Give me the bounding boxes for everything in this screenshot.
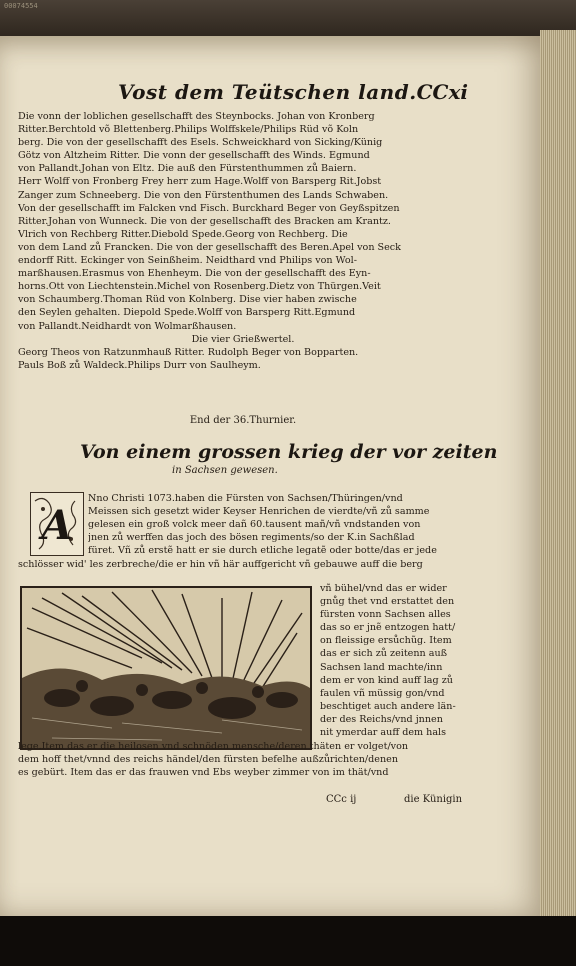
text-line: Sachsen land machte/inn [320,661,443,673]
text-line: schlösser wid' les zerbreche/die er hin vñ här auffgericht vñ gebauwe auff die berg [18,559,423,570]
text-line: horns.Ott von Liechtenstein.Michel von Rosenberg.Dietz von Thürgen.Veit [18,281,381,293]
decorated-initial [30,492,84,556]
griesswertel-heading: Die vier Grießwertel. [191,333,295,345]
text-line: vñ bühel/vnd das er wider [320,583,447,594]
chapter-title: Von einem grossen krieg der vor zeiten [80,441,498,463]
right-column-text [320,582,468,739]
text-line: gelesen ein groß volck meer dañ 60.tausent mañ/vñ vndstanden von [88,519,421,531]
chapter-opening-lines [88,492,468,557]
text-line: faulen vñ müssig gon/vnd [320,687,445,699]
text-line: Ritter.Johan von Wunneck. Die von der gesellschafft des Bracken am Krantz. [18,215,391,227]
text-line: Meissen sich gesetzt wider Keyser Henrichen de vierdte/vñ zů samme [88,506,430,518]
running-header [118,80,468,108]
signature-mark: CCc ij [326,794,357,805]
text-line: Nno Christi 1073.haben die Fürsten von Sachsen/Thüringen/vnd [88,493,403,504]
book-edge-bottom [0,916,576,966]
text-line: das so er jnẽ entzogen hatt/ [320,622,456,634]
text-line: Pauls Boß zů Waldeck.Philips Durr von Saulheym. [18,359,261,371]
text-line: von Pallandt.Johan von Eltz. Die auß den Fürstenthummen zů Baiern. [18,163,357,175]
text-line: von Schaumberg.Thoman Rüd von Kolnberg. Dise vier haben zwische [18,294,357,306]
page-stack-edge [540,30,576,920]
text-line: von dem Land zů Francken. Die von der gesellschafft des Beren.Apel von Seck [18,241,401,253]
decorated-initial-art [31,493,83,555]
text-line: lege.Item das er die heilosen vnd schnöden mensche/deren thäten er volget/von [18,741,409,752]
text-line: dem hoff thet/vnnd des reichs händel/den fürsten befelhe außzůrichten/denen [18,754,399,766]
text-line: den Seylen gehalten. Diepold Spede.Wolff von Barsperg Ritt.Egmund [18,307,356,319]
text-line: Von der gesellschafft im Falcken vnd Fisch. Burckhard Beger von Geyßspitzen [18,202,400,214]
scan-id: 00074554 [4,2,38,10]
woodcut-art [22,588,310,748]
text-line: Götz von Altzheim Ritter. Die vonn der gesellschafft des Winds. Egmund [18,150,370,162]
chapter-full-line [18,558,468,571]
text-line: Ritter.Berchtold võ Blettenberg.Philips Wolffskele/Philips Rüd võ Koln [18,124,359,136]
text-line: Georg Theos von Ratzunmhauß Ritter. Rudolph Beger von Bopparten. [18,346,359,358]
end-of-tournament-line [18,414,468,427]
text-line: gnůg thet vnd erstattet den [320,596,455,608]
text-line: nit ymerdar auff dem hals [320,727,447,739]
text-line: Vlrich von Rechberg Ritter.Diebold Spede.Georg von Rechberg. Die [18,228,348,240]
catchword: die Künigin [404,794,463,805]
text-line: füret. Vñ zů erstẽ hatt er sie durch etliche legatẽ oder botte/das er jede [88,545,437,557]
initial-letter: A [41,502,73,549]
text-line: das er sich zů zeitenn auß [320,648,448,660]
text-line: der des Reichs/vnd jnnen [320,713,443,725]
text-line: Die vonn der loblichen gesellschafft des Steynbocks. Johan von Kronberg [18,111,375,122]
end-line-text: End der 36.Thurnier. [189,415,297,426]
text-line: Zanger zum Schneeberg. Die von den Fürstenthumen des Lands Schwaben. [18,189,389,201]
text-line: beschtiget auch andere län- [320,700,456,712]
text-line: fürsten vonn Sachsen alles [320,609,451,621]
running-title: Vost dem Teütschen land. [118,80,417,104]
participant-list [18,110,468,372]
text-line: dem er von kind auff lag zů [320,674,453,686]
chapter-subtitle: in Sachsen gewesen. [172,465,278,476]
text-line: jnen zů werffen das joch des bösen regiments/so der K.in Sachßlad [88,532,415,544]
text-line: es gebürt. Item das er das frauwen vnd Ebs weyber zimmer von im thät/vnd [18,767,389,779]
text-line: endorff Ritt. Eckinger von Seinßheim. Neidthard vnd Philips von Wol- [18,255,357,267]
folio-number: CCxi [416,80,468,104]
closing-lines [18,740,468,779]
text-line: berg. Die von der gesellschafft des Esels. Schweickhard von Sicking/Künig [18,137,383,149]
book-edge-top [0,0,576,40]
battle-woodcut-illustration [20,586,312,750]
text-line: on fleissige ersůchũg. Item [320,635,452,647]
text-line: von Pallandt.Neidhardt von Wolmarßhausen. [18,320,237,332]
text-line: Herr Wolff von Fronberg Frey herr zum Hage.Wolff von Barsperg Rit.Jobst [18,176,382,188]
text-line: marßhausen.Erasmus von Ehenheym. Die von der gesellschafft des Eyn- [18,268,371,280]
